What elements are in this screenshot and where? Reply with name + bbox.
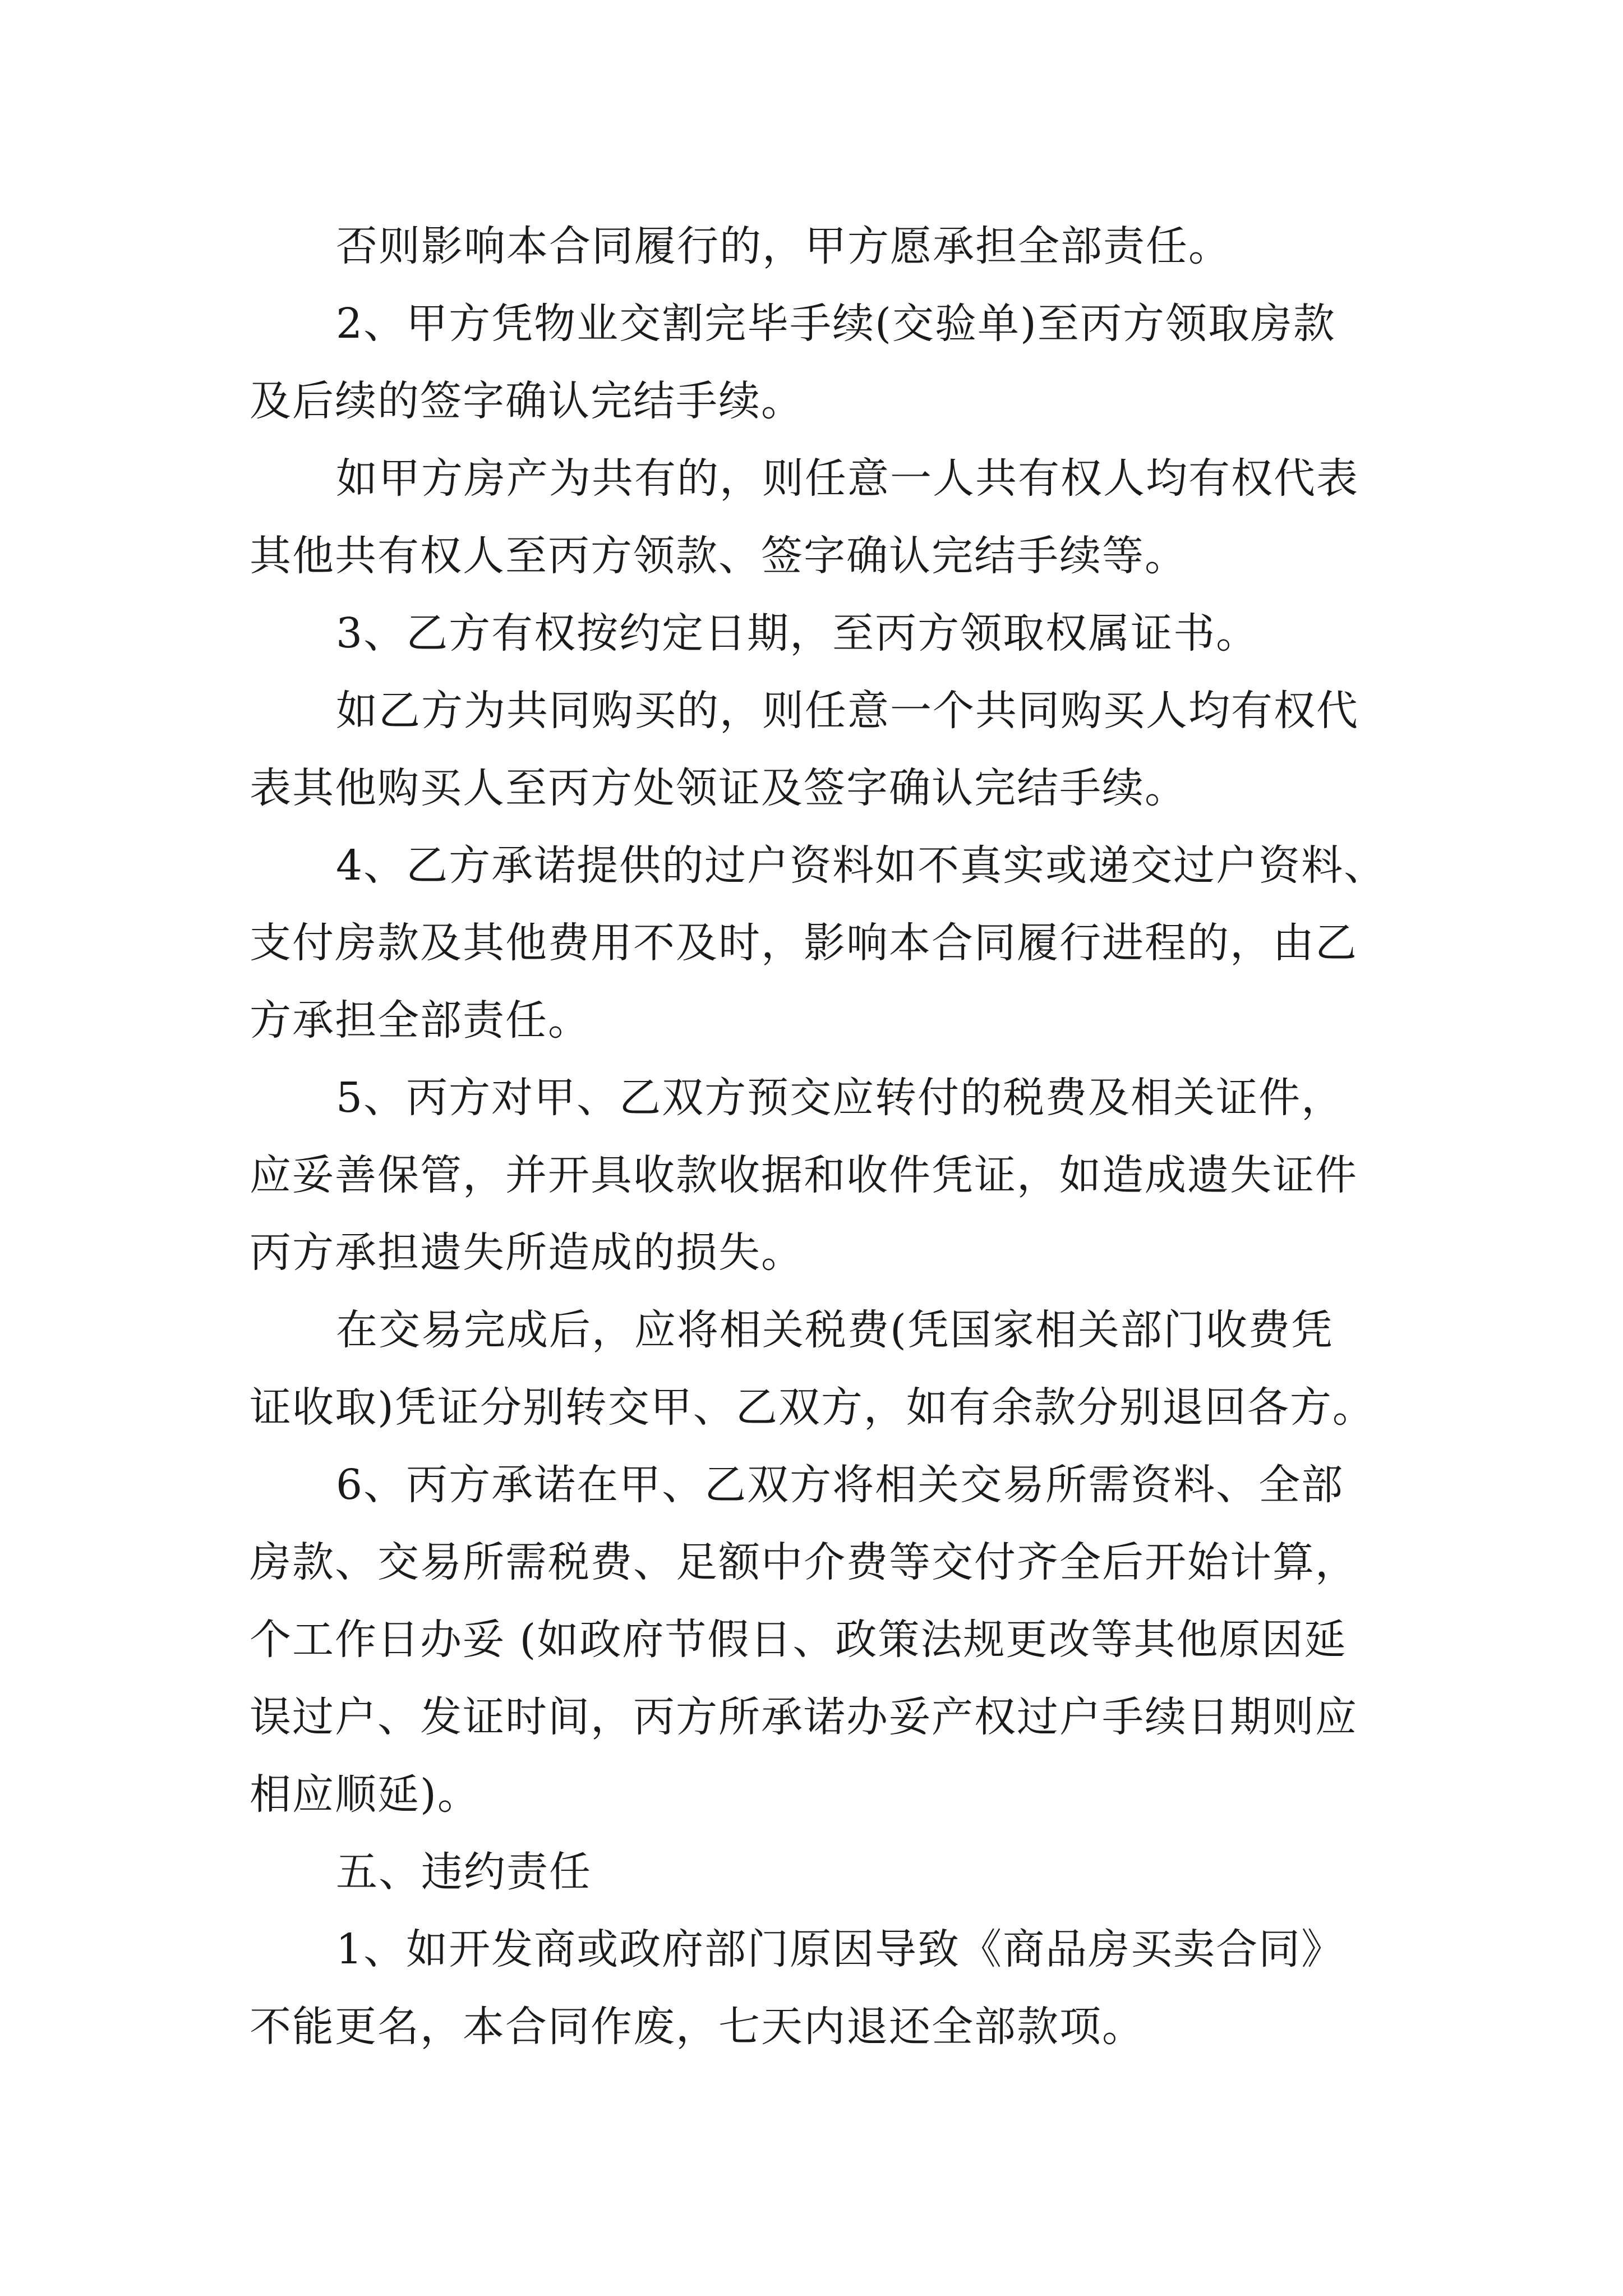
text-line: 5、丙方对甲、乙双方预交应转付的税费及相关证件， <box>336 1074 1344 1122</box>
paragraph <box>250 1911 1388 2065</box>
text-line: 方承担全部责任。 <box>250 996 591 1045</box>
text-line: 证收取)凭证分别转交甲、乙双方，如有余款分别退回各方。 <box>250 1383 1375 1432</box>
paragraph <box>250 672 1388 827</box>
text-line: 如甲方房产为共有的，则任意一人共有权人均有权代表 <box>336 454 1359 503</box>
text-line: 房款、交易所需税费、足额中介费等交付齐全后开始计算， <box>250 1538 1358 1586</box>
section-heading <box>250 1833 1388 1911</box>
text-line: 误过户、发证时间，丙方所承诺办妥产权过户手续日期则应 <box>250 1693 1358 1741</box>
text-line: 及后续的签字确认完结手续。 <box>250 377 804 425</box>
paragraph <box>250 208 1388 285</box>
text-line: 丙方承担遗失所造成的损失。 <box>250 1228 804 1277</box>
text-line: 应妥善保管，并开具收款收据和收件凭证，如造成遗失证件 <box>250 1151 1358 1199</box>
paragraph <box>250 1059 1388 1291</box>
document-body <box>250 208 1388 2065</box>
text-line: 五、违约责任 <box>336 1848 592 1896</box>
text-line: 3、乙方有权按约定日期，至丙方领取权属证书。 <box>336 609 1259 657</box>
text-line: 在交易完成后，应将相关税费(凭国家相关部门收费凭 <box>336 1306 1334 1354</box>
paragraph <box>250 595 1388 672</box>
text-line: 1、如开发商或政府部门原因导致《商品房买卖合同》 <box>336 1925 1344 1973</box>
text-line: 表其他购买人至丙方处领证及签字确认完结手续。 <box>250 764 1187 812</box>
text-line: 2、甲方凭物业交割完毕手续(交验单)至丙方领取房款 <box>336 300 1336 348</box>
paragraph <box>250 827 1388 1059</box>
paragraph <box>250 285 1388 440</box>
text-line: 支付房款及其他费用不及时，影响本合同履行进程的，由乙 <box>250 919 1358 967</box>
text-line: 如乙方为共同购买的，则任意一个共同购买人均有权代 <box>336 687 1359 735</box>
text-line: 6、丙方承诺在甲、乙双方将相关交易所需资料、全部 <box>336 1461 1344 1509</box>
text-line: 不能更名，本合同作废，七天内退还全部款项。 <box>250 2003 1145 2051</box>
paragraph <box>250 1446 1388 1833</box>
paragraph <box>250 440 1388 595</box>
text-line: 相应顺延)。 <box>250 1770 480 1819</box>
text-line: 否则影响本合同履行的，甲方愿承担全部责任。 <box>336 222 1231 270</box>
text-line: 4、乙方承诺提供的过户资料如不真实或递交过户资料、 <box>336 841 1387 890</box>
paragraph <box>250 1291 1388 1446</box>
text-line: 个工作日办妥 (如政府节假日、政策法规更改等其他原因延 <box>250 1616 1347 1664</box>
text-line: 其他共有权人至丙方领款、签字确认完结手续等。 <box>250 532 1187 580</box>
